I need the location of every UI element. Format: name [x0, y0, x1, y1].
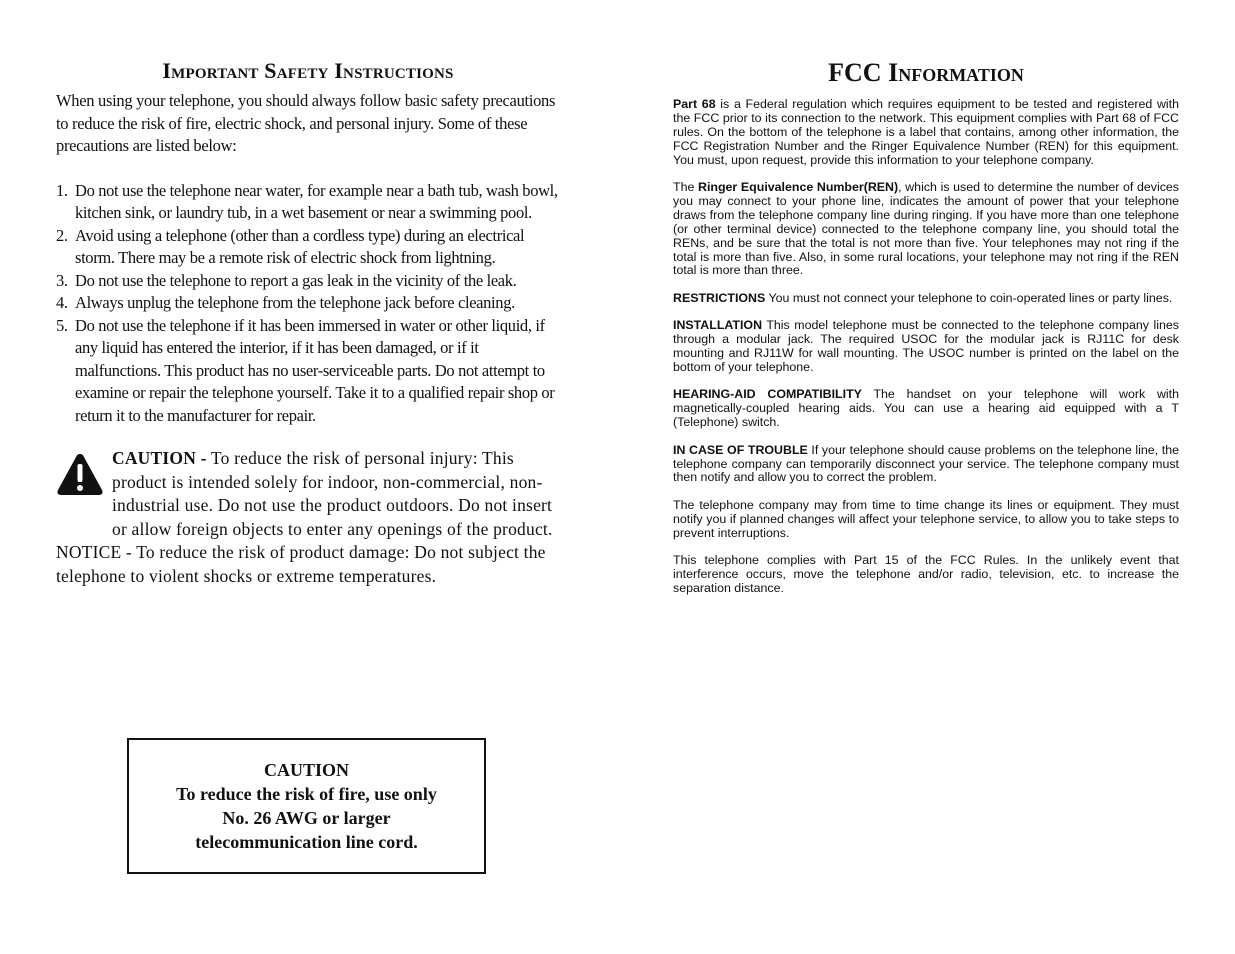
- fcc-information-title: FCC Information: [828, 58, 1024, 87]
- list-item: 5. Do not use the telephone if it has been immersed in water or other liquid, if any liquid has entered the interior, if it has been damaged, or if it malfunctions. This product has no user-serviceable parts. Do not attempt to examine or repair the telephone yourself. Take it to a qualified repair shop or return it to the manufacturer for repair.: [56, 315, 555, 425]
- fcc-information-column: [673, 58, 1179, 609]
- caution-text: To reduce the risk of personal injury: This product is intended solely for indoor, non-commercial, non-industrial use. Do not use the product outdoors. Do not insert or allow foreign objects to enter any openings of the product.: [112, 448, 553, 539]
- safety-instructions-title: Important Safety Instructions: [162, 58, 454, 83]
- box-line: telecommunication line cord.: [195, 832, 418, 852]
- caution-block: [56, 447, 560, 588]
- hearing-aid-paragraph: HEARING-AID COMPATIBILITY The handset on your telephone will work with magnetically-coupled hearing aids. You can use a hearing aid equipped with a T (Telephone) switch.: [673, 387, 1179, 430]
- installation-paragraph: INSTALLATION This model telephone must be connected to the telephone company lines through a modular jack. The required USOC for the modular jack is RJ11C for desk mounting and RJ11W for wall mounting. The USOC number is printed on the label on the bottom of your telephone.: [673, 318, 1179, 374]
- list-item: 1. Do not use the telephone near water, for example near a bath tub, wash bowl, kitchen sink, or laundry tub, in a wet basement or near a swimming pool.: [56, 180, 558, 222]
- line-cord-caution-box: [127, 738, 486, 874]
- safety-instructions-column: [56, 58, 560, 588]
- box-title: CAUTION: [263, 760, 349, 780]
- restrictions-paragraph: RESTRICTIONS You must not connect your telephone to coin-operated lines or party lines.: [673, 290, 1173, 305]
- trouble-paragraph: IN CASE OF TROUBLE If your telephone should cause problems on the telephone line, the telephone company can temporarily disconnect your service. The telephone company must then notify and allow you to correct the problem.: [673, 442, 1179, 485]
- box-line: To reduce the risk of fire, use only: [176, 784, 437, 804]
- list-item: 2. Avoid using a telephone (other than a cordless type) during an electrical storm. There may be a remote risk of electric shock from lightning.: [56, 225, 525, 267]
- safety-precautions-list: [56, 180, 560, 428]
- notice-paragraph: NOTICE - To reduce the risk of product damage: Do not subject the telephone to violent shocks or extreme temperatures.: [56, 542, 546, 586]
- line-changes-paragraph: The telephone company may from time to time change its lines or equipment. They must notify you if planned changes will affect your telephone service, to allow you to take steps to prevent interruptions.: [673, 497, 1179, 540]
- part15-paragraph: This telephone complies with Part 15 of the FCC Rules. In the unlikely event that interference occurs, move the telephone and/or radio, television, etc. to increase the separation distance.: [673, 553, 1179, 595]
- warning-triangle-icon: [56, 452, 104, 496]
- list-item: 3. Do not use the telephone to report a gas leak in the vicinity of the leak.: [56, 270, 517, 290]
- box-line: No. 26 AWG or larger: [222, 808, 391, 828]
- safety-intro-paragraph: When using your telephone, you should always follow basic safety precautions to reduce the risk of fire, electric shock, and personal injury. Some of these precautions are listed below:: [56, 91, 556, 155]
- list-item: 4. Always unplug the telephone from the telephone jack before cleaning.: [56, 293, 515, 312]
- ren-paragraph: The Ringer Equivalence Number(REN), which is used to determine the number of devices you may connect to your phone line, indicates the amount of power that your telephone draws from the telephone company line during ringing. If you have more than one telephone (or other terminal device) connected to the telephone company line, you should total the RENs, and be sure that the total is not more than five. Your telephones may not ring if the total is more than five. Also, in some rural locations, your telephone may not ring if the REN total is more than three.: [673, 180, 1180, 278]
- part68-paragraph: Part 68 is a Federal regulation which requires equipment to be tested and registered with the FCC prior to its connection to the network. This equipment complies with Part 68 of FCC rules. On the bottom of the telephone is a label that contains, among other information, the FCC Registration Number and the Ringer Equivalence Number (REN) for this equipment. You must, upon request, provide this information to your telephone company.: [673, 97, 1179, 167]
- caution-label: CAUTION -: [112, 448, 207, 468]
- caution-paragraph: [56, 447, 560, 541]
